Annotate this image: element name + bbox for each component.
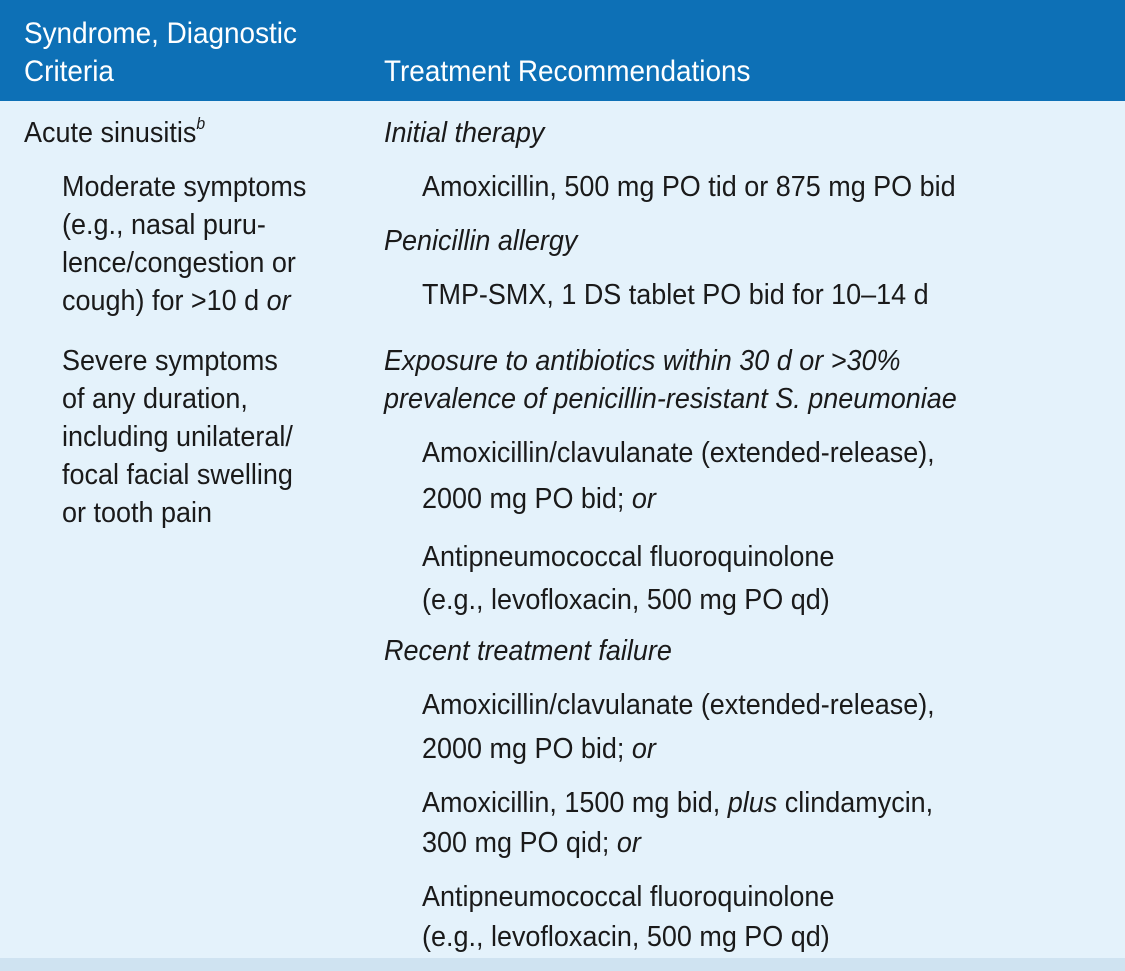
exposure-item1-line-2: [422, 482, 656, 517]
failure-item2-line-1: [422, 786, 933, 821]
penicillin-allergy-item: TMP-SMX, 1 DS tablet PO bid for 10–14 d: [422, 279, 929, 311]
exposure-heading-line-2: prevalence of penicillin-resistant S. pneumoniae: [384, 383, 957, 415]
exposure-item1-line-1: Amoxicillin/clavulanate (extended-release),: [422, 437, 935, 469]
severe-line-4: focal facial swelling: [62, 459, 293, 491]
moderate-line-4: [62, 284, 291, 319]
penicillin-allergy-heading: Penicillin allergy: [384, 225, 578, 257]
severe-line-5: or tooth pain: [62, 497, 212, 529]
failure-item2-or: or: [616, 827, 641, 859]
exposure-heading-line-1: Exposure to antibiotics within 30 d or >30%: [384, 345, 901, 377]
syndrome-name: [24, 116, 205, 151]
failure-item3-line-2: (e.g., levofloxacin, 500 mg PO qd): [422, 921, 830, 953]
header-col2: Treatment Recommendations: [384, 55, 751, 88]
table-bottom-band: [0, 958, 1125, 971]
initial-therapy-item: Amoxicillin, 500 mg PO tid or 875 mg PO bid: [422, 171, 956, 203]
exposure-item1-or: or: [631, 483, 656, 515]
failure-item1-line-2: [422, 732, 656, 767]
failure-item2-text-b: clindamycin,: [784, 787, 934, 819]
initial-therapy-heading: Initial therapy: [384, 117, 545, 149]
severe-line-1: Severe symptoms: [62, 345, 278, 377]
failure-item2-plus: plus: [727, 787, 778, 819]
failure-item1-line-2-text: 2000 mg PO bid;: [422, 733, 625, 765]
header-col1-line2: Criteria: [24, 55, 114, 88]
recent-failure-heading: Recent treatment failure: [384, 635, 672, 667]
failure-item2-text-a: Amoxicillin, 1500 mg bid,: [422, 787, 721, 819]
failure-item1-line-1: Amoxicillin/clavulanate (extended-release),: [422, 689, 935, 721]
header-treatment-recommendations: [384, 53, 750, 91]
exposure-item2-line-1: Antipneumococcal fluoroquinolone: [422, 541, 835, 573]
header-syndrome-criteria: [24, 15, 331, 91]
exposure-item1-line-2-text: 2000 mg PO bid;: [422, 483, 625, 515]
syndrome-footnote: b: [196, 114, 206, 134]
failure-item3-line-1: Antipneumococcal fluoroquinolone: [422, 881, 835, 913]
table-header: [0, 0, 1125, 101]
moderate-line-2: (e.g., nasal puru-: [62, 209, 266, 241]
failure-item1-or: or: [631, 733, 656, 765]
moderate-line-1: Moderate symptoms: [62, 171, 307, 203]
severe-line-3: including unilateral/: [62, 421, 293, 453]
header-col1-line1: Syndrome, Diagnostic: [24, 17, 297, 50]
moderate-or: or: [266, 285, 291, 317]
moderate-line-3: lence/congestion or: [62, 247, 296, 279]
failure-item2-line-2: [422, 826, 641, 861]
failure-item2-line-2-text: 300 mg PO qid;: [422, 827, 610, 859]
severe-line-2: of any duration,: [62, 383, 248, 415]
moderate-line-4-text: cough) for >10 d: [62, 285, 260, 317]
syndrome-name-text: Acute sinusitis: [24, 117, 197, 149]
exposure-item2-line-2: (e.g., levofloxacin, 500 mg PO qd): [422, 584, 830, 616]
